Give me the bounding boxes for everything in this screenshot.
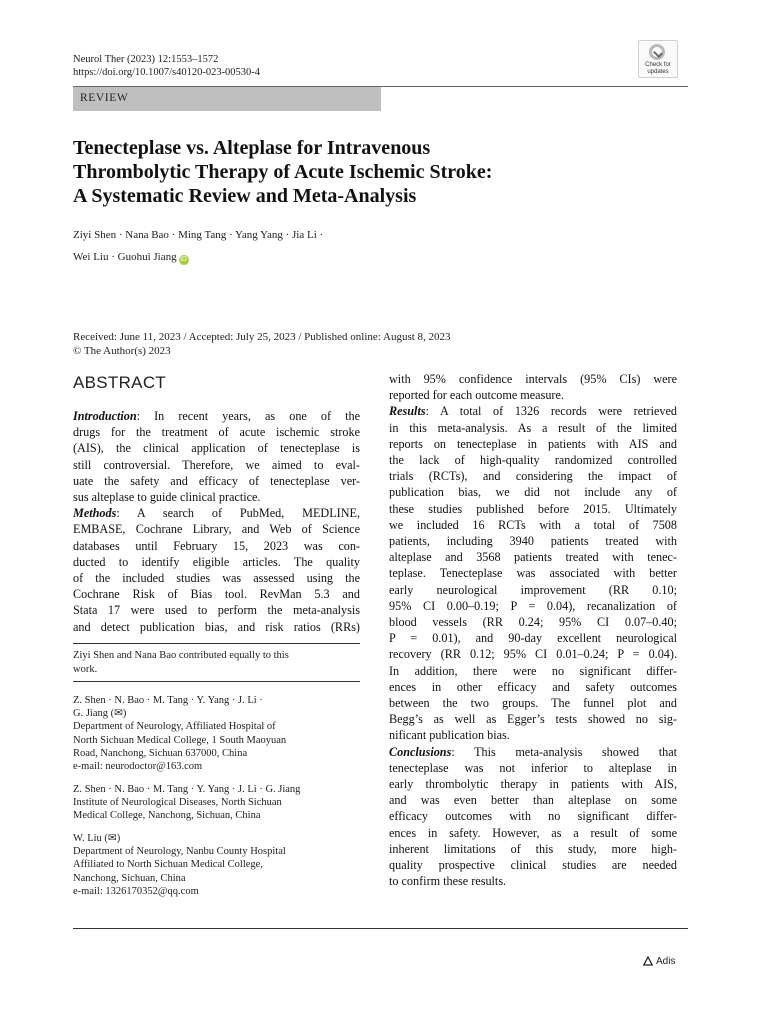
abstract-text: ducted to identify eligible articles. The quality <box>73 554 360 569</box>
affiliation-line: Nanchong, Sichuan, China <box>73 872 186 884</box>
affiliation-line: G. Jiang (✉) <box>73 708 127 720</box>
abstract-line <box>389 582 677 598</box>
section-label: REVIEW <box>80 92 129 104</box>
author-line: Ziyi Shen · Nana Bao · Ming Tang · Yang Yang · Jia Li · <box>73 229 324 241</box>
affiliation-block-1 <box>73 694 286 773</box>
footnote-rule <box>73 643 360 644</box>
abstract-line <box>73 521 360 537</box>
abstract-text: databases until February 15, 2023 was con- <box>73 538 360 553</box>
abstract-text: efficacy outcomes with no significant differ- <box>389 809 677 824</box>
abstract-text: publication bias, we did not include any of <box>389 485 677 500</box>
publisher-name: Adis <box>656 956 676 967</box>
abstract-line <box>389 501 677 517</box>
abstract-text: ences in other efficacy and safety outcomes <box>389 679 677 694</box>
affiliation-line: W. Liu (✉) <box>73 833 121 844</box>
abstract-text: and was even better than alteplase on some <box>389 793 677 808</box>
abstract-section-label: Methods <box>73 506 117 521</box>
abstract-text: recovery (RR 0.12; 95% CI 0.01–0.24; P = 0.04). <box>389 647 677 662</box>
abstract-text: we included 16 RCTs with a total of 7508 <box>389 517 677 532</box>
abstract-line <box>73 424 360 440</box>
affiliation-line: Department of Neurology, Nanbu County Hospital <box>73 846 286 858</box>
journal-citation: Neurol Ther (2023) 12:1553–1572 <box>73 54 219 65</box>
abstract-text: early thrombolytic therapy in patients with AIS, <box>389 777 677 792</box>
affiliation-line: Z. Shen · N. Bao · M. Tang · Y. Yang · J. Li · <box>73 695 263 706</box>
abstract-line <box>389 808 677 824</box>
abstract-line <box>389 695 677 711</box>
affiliation-line: North Sichuan Medical College, 1 South Maoyuan <box>73 734 287 746</box>
author-list <box>73 224 323 268</box>
abstract-text: Stata 17 were used to perform the meta-analysis <box>73 603 360 618</box>
abstract-line <box>389 760 677 776</box>
abstract-line <box>389 857 677 873</box>
abstract-right-column <box>389 371 677 890</box>
abstract-text: these studies published before 2015. Ultimately <box>389 501 677 516</box>
abstract-text: reports on tenecteplase in patients with AIS and <box>389 436 677 451</box>
abstract-text: between the two groups. The funnel plot and <box>389 696 677 711</box>
abstract-line <box>389 744 677 760</box>
abstract-text: ences in safety. However, as a result of some <box>389 825 677 840</box>
orcid-icon[interactable]: iD <box>180 256 187 263</box>
abstract-text: 95% CI 0.00–0.19; P = 0.04), recanalization of <box>389 598 677 613</box>
affiliation-block-3 <box>73 832 286 898</box>
abstract-text: patients, including 3940 patients treated with <box>389 534 677 549</box>
abstract-line <box>73 473 360 489</box>
abstract-text: teplase. Tenecteplase was associated with better <box>389 566 677 581</box>
abstract-text: Cochrane Risk of Bias tool. RevMan 5.3 and <box>73 587 360 602</box>
adis-triangle-icon <box>643 956 653 966</box>
abstract-line <box>389 841 677 857</box>
affiliation-block-2 <box>73 783 300 823</box>
check-for-updates-badge[interactable] <box>638 40 678 78</box>
abstract-line <box>389 792 677 808</box>
abstract-text: inherent limitations of this study, more high- <box>389 841 677 856</box>
badge-line-1: Check for <box>645 62 671 68</box>
abstract-text: : A total of 1326 records were retrieved <box>425 404 677 419</box>
title-line: Thrombolytic Therapy of Acute Ischemic Stroke: <box>73 161 493 183</box>
journal-header <box>73 53 260 79</box>
abstract-line <box>389 452 677 468</box>
affiliation-rule <box>73 681 360 682</box>
abstract-text: (AIS), the clinical application of tenecteplase is <box>73 441 360 456</box>
abstract-line <box>389 711 677 727</box>
abstract-line <box>73 489 360 505</box>
abstract-text: reported for each outcome measure. <box>389 388 564 403</box>
abstract-line <box>389 403 677 419</box>
abstract-line <box>73 457 360 473</box>
abstract-text: of the included studies was assessed using the <box>73 571 360 586</box>
abstract-line <box>389 679 677 695</box>
abstract-text: : This meta-analysis showed that <box>451 744 677 759</box>
abstract-line <box>389 614 677 630</box>
abstract-line <box>389 776 677 792</box>
abstract-text: early neurological improvement (RR 0.10; <box>389 582 677 597</box>
abstract-line <box>73 570 360 586</box>
abstract-text: in this meta-analysis. As a result of the limited <box>389 420 677 435</box>
abstract-section-label: Results <box>389 404 426 419</box>
section-label-bar <box>73 87 381 111</box>
abstract-line <box>73 602 360 618</box>
abstract-text: trials (RCTs), and considering the impact of <box>389 469 677 484</box>
abstract-text: the lack of high-quality randomized controlled <box>389 453 677 468</box>
abstract-text: quality prospective clinical studies are needed <box>389 858 677 873</box>
abstract-left-column <box>73 408 360 635</box>
abstract-line <box>389 517 677 533</box>
copyright-line: © The Author(s) 2023 <box>73 345 171 357</box>
abstract-section-label: Introduction <box>73 409 137 423</box>
author-line-2: Wei Liu · Guohui Jiang iD <box>73 251 187 263</box>
header-rule-right <box>381 86 688 87</box>
abstract-line <box>389 468 677 484</box>
abstract-line <box>389 727 677 743</box>
abstract-text: : A search of PubMed, MEDLINE, <box>116 506 360 521</box>
abstract-line <box>389 825 677 841</box>
abstract-line <box>389 873 677 889</box>
abstract-section-label: Conclusions <box>389 744 452 759</box>
abstract-line <box>389 371 677 387</box>
badge-line-2: updates <box>647 68 669 75</box>
article-title <box>73 136 693 208</box>
abstract-text: to confirm these results. <box>389 874 507 889</box>
abstract-line <box>389 630 677 646</box>
abstract-heading: ABSTRACT <box>73 373 167 392</box>
abstract-text: blood vessels (RR 0.24; 95% CI 0.07–0.40; <box>389 615 677 630</box>
abstract-line <box>73 619 360 635</box>
abstract-line <box>73 554 360 570</box>
abstract-text: EMBASE, Cochrane Library, and Web of Science <box>73 522 360 537</box>
affiliation-line: Department of Neurology, Affiliated Hospital of <box>73 721 276 733</box>
abstract-line <box>389 484 677 500</box>
abstract-line <box>389 663 677 679</box>
title-line: Tenecteplase vs. Alteplase for Intravenous <box>73 137 431 159</box>
abstract-line <box>389 646 677 662</box>
affiliation-line: Z. Shen · N. Bao · M. Tang · Y. Yang · J. Li · G. Jiang <box>73 784 301 795</box>
title-line: A Systematic Review and Meta-Analysis <box>73 185 417 207</box>
email-link[interactable]: e-mail: 1326170352@qq.com <box>73 885 199 897</box>
abstract-text: P = 0.01), and 90-day excellent neurological <box>389 631 677 646</box>
affiliation-line: Medical College, Nanchong, Sichuan, China <box>73 810 261 822</box>
abstract-line <box>389 565 677 581</box>
abstract-line <box>73 408 360 424</box>
abstract-line <box>389 420 677 436</box>
email-link[interactable]: e-mail: neurodoctor@163.com <box>73 761 203 773</box>
abstract-text: sus alteplase to guide clinical practice. <box>73 490 261 505</box>
affiliation-line: Road, Nanchong, Sichuan 637000, China <box>73 747 248 759</box>
doi-link[interactable]: https://doi.org/10.1007/s40120-023-00530-4 <box>73 67 261 78</box>
affiliation-line: Institute of Neurological Diseases, North Sichuan <box>73 797 282 809</box>
note-line: work. <box>73 663 98 675</box>
abstract-line <box>73 505 360 521</box>
contribution-note <box>73 649 289 676</box>
abstract-line <box>389 436 677 452</box>
abstract-line <box>73 586 360 602</box>
abstract-line <box>389 598 677 614</box>
abstract-text: Begg’s as well as Egger’s tests showed no sig- <box>389 712 677 727</box>
abstract-text: : In recent years, as one of the <box>136 409 360 423</box>
note-line: Ziyi Shen and Nana Bao contributed equally to this <box>73 650 289 661</box>
publication-dates <box>73 330 451 358</box>
abstract-line <box>389 549 677 565</box>
abstract-text: nificant publication bias. <box>389 728 510 743</box>
abstract-text: and detect publication bias, and risk ratios (RRs) <box>73 619 360 634</box>
affiliation-line: Affiliated to North Sichuan Medical College, <box>73 859 263 871</box>
footer-rule <box>73 928 688 929</box>
abstract-text: still controversial. Therefore, we aimed to eval- <box>73 457 360 472</box>
abstract-line <box>73 440 360 456</box>
publisher-logo <box>643 956 675 967</box>
abstract-text: tenecteplase was not inferior to alteplase in <box>389 760 677 775</box>
abstract-line <box>73 538 360 554</box>
check-updates-icon <box>649 44 665 60</box>
abstract-text: In addition, there were no significant differ- <box>389 663 677 678</box>
abstract-line <box>389 387 677 403</box>
abstract-text: uate the safety and efficacy of tenecteplase ver- <box>73 473 360 488</box>
abstract-text: with 95% confidence intervals (95% CIs) were <box>389 372 677 386</box>
dates-line: Received: June 11, 2023 / Accepted: July 25, 2023 / Published online: August 8, 2023 <box>73 331 451 343</box>
abstract-line <box>389 533 677 549</box>
abstract-text: alteplase and 3568 patients treated with tenec- <box>389 550 677 565</box>
abstract-text: drugs for the treatment of acute ischemic stroke <box>73 425 360 440</box>
